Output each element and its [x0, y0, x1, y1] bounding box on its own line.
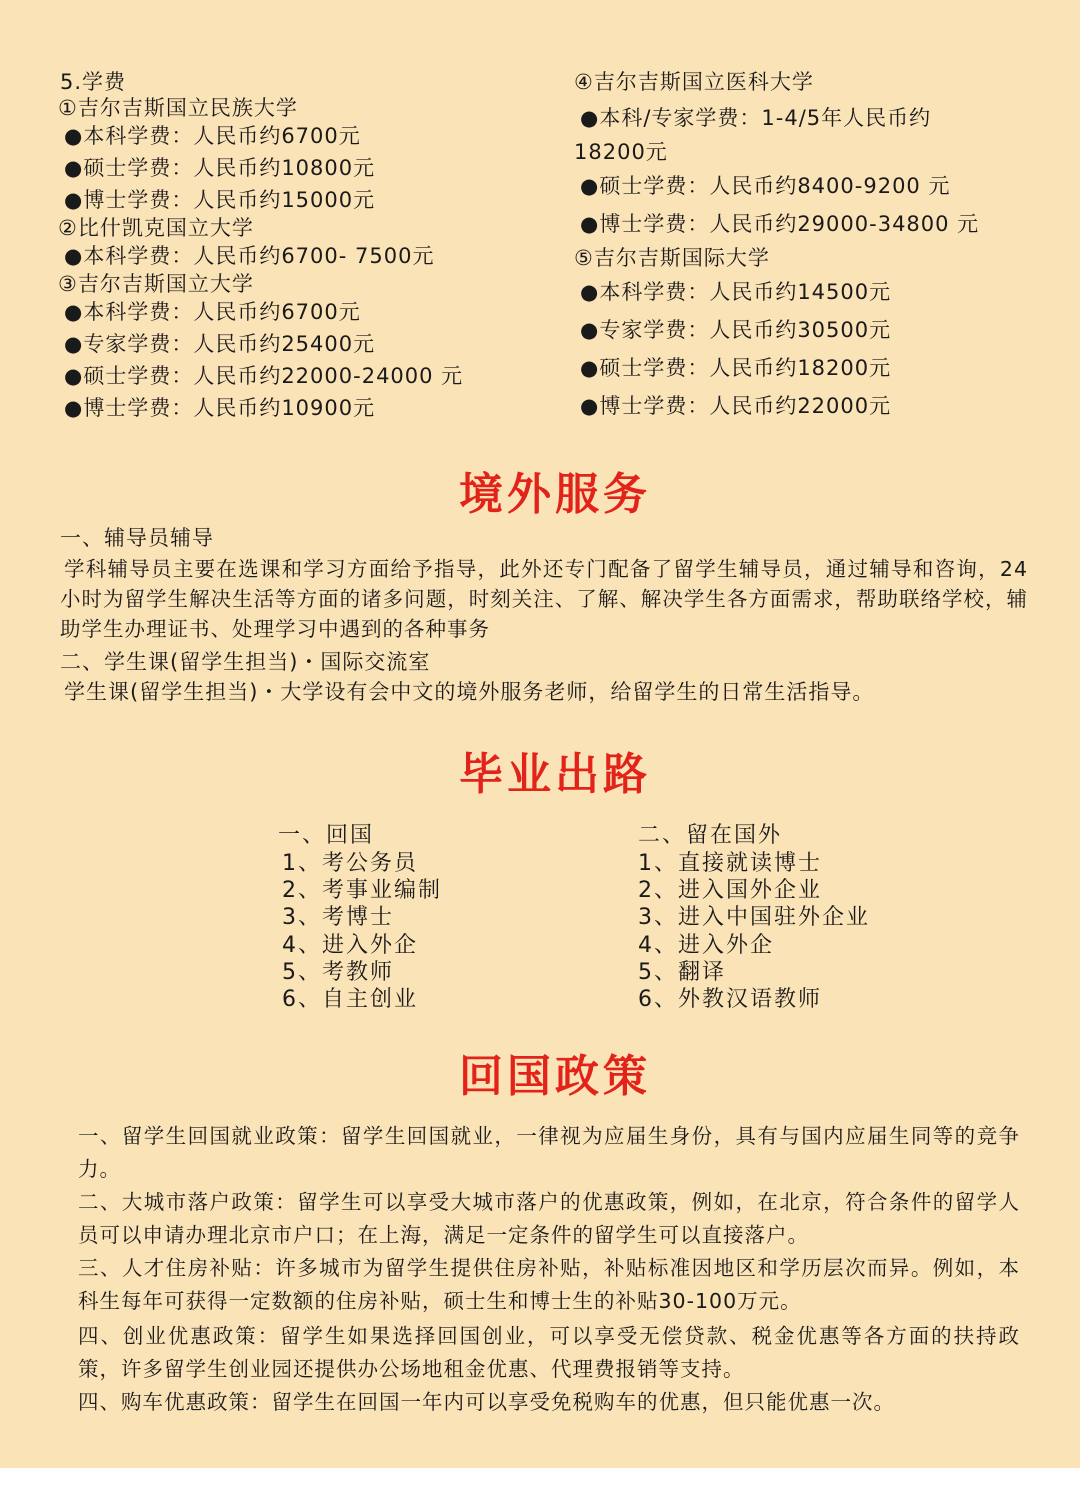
- fee-line: ●硕士学费：人民币约8400-9200 元: [580, 174, 951, 198]
- career-left-item: 2、考事业编制: [282, 878, 442, 903]
- service-subheading: 一、辅导员辅导: [60, 526, 214, 550]
- service-paragraph: 学生课(留学生担当)・大学设有会中文的境外服务老师，给留学生的日常生活指导。: [64, 680, 875, 704]
- career-right-item: 2、进入国外企业: [638, 878, 822, 903]
- policy-heading: 回国政策: [459, 1051, 651, 1102]
- fee-line: ●硕士学费：人民币约18200元: [580, 356, 892, 380]
- fee-line: ①吉尔吉斯国立民族大学: [58, 96, 298, 120]
- career-right-item: 3、进入中国驻外企业: [638, 905, 870, 930]
- policy-item: 三、人才住房补贴：许多城市为留学生提供住房补贴，补贴标准因地区和学历层次而异。例如，本科生每年可获得一定数额的住房补贴，硕士生和博士生的补贴30-100万元。: [78, 1256, 1020, 1314]
- fees-title: 5.学费: [60, 70, 127, 94]
- policy-item: 一、留学生回国就业政策：留学生回国就业，一律视为应届生身份，具有与国内应届生同等的竞争力。: [78, 1124, 1020, 1182]
- fee-line: ③吉尔吉斯国立大学: [58, 272, 254, 296]
- career-right-item: 1、直接就读博士: [638, 851, 822, 876]
- career-left-title: 一、回国: [278, 823, 375, 848]
- career-left-item: 4、进入外企: [282, 933, 418, 958]
- fee-line: ●本科学费：人民币约6700- 7500元: [64, 244, 435, 268]
- fee-line: ●博士学费：人民币约15000元: [64, 188, 376, 212]
- career-heading: 毕业出路: [459, 749, 651, 800]
- fee-line: ②比什凯克国立大学: [58, 216, 254, 240]
- fee-line: ●本科学费：人民币约6700元: [64, 124, 361, 148]
- fee-line: ●博士学费：人民币约29000-34800 元: [580, 212, 980, 236]
- career-right-item: 4、进入外企: [638, 933, 774, 958]
- career-right-title: 二、留在国外: [638, 823, 783, 848]
- policy-item: 四、购车优惠政策：留学生在回国一年内可以享受免税购车的优惠，但只能优惠一次。: [78, 1390, 895, 1414]
- career-left-item: 6、自主创业: [282, 987, 418, 1012]
- fee-line: ●硕士学费：人民币约10800元: [64, 156, 376, 180]
- career-right-item: 5、翻译: [638, 960, 726, 985]
- fee-line: ●博士学费：人民币约10900元: [64, 396, 376, 420]
- fee-line: ●本科学费：人民币约6700元: [64, 300, 361, 324]
- bottom-border: [0, 1468, 1080, 1493]
- service-subheading: 二、学生课(留学生担当)・国际交流室: [60, 650, 431, 674]
- fee-line: ●专家学费：人民币约30500元: [580, 318, 892, 342]
- fee-line: ●本科/专家学费：1-4/5年人民币约: [580, 106, 932, 130]
- fee-line: ④吉尔吉斯国立医科大学: [574, 70, 814, 94]
- fee-line: ⑤吉尔吉斯国际大学: [574, 246, 770, 270]
- fee-line: 18200元: [574, 140, 668, 164]
- career-left-item: 3、考博士: [282, 905, 394, 930]
- service-heading: 境外服务: [459, 469, 651, 520]
- policy-item: 四、创业优惠政策：留学生如果选择回国创业，可以享受无偿贷款、税金优惠等各方面的扶持政策，许多留学生创业园还提供办公场地租金优惠、代理费报销等支持。: [78, 1324, 1020, 1382]
- service-paragraph: 学科辅导员主要在选课和学习方面给予指导，此外还专门配备了留学生辅导员，通过辅导和咨询，24小时为留学生解决生活等方面的诸多问题，时刻关注、了解、解决学生各方面需求，帮助联络学校，辅助学生办理证书、处理学习中遇到的各种事务: [60, 557, 1028, 641]
- career-left-item: 1、考公务员: [282, 851, 418, 876]
- career-left-item: 5、考教师: [282, 960, 394, 985]
- policy-item: 二、大城市落户政策：留学生可以享受大城市落户的优惠政策，例如，在北京，符合条件的留学人员可以申请办理北京市户口；在上海，满足一定条件的留学生可以直接落户。: [78, 1190, 1020, 1248]
- career-right-item: 6、外教汉语教师: [638, 987, 822, 1012]
- fee-line: ●专家学费：人民币约25400元: [64, 332, 376, 356]
- fee-line: ●博士学费：人民币约22000元: [580, 394, 892, 418]
- fee-line: ●本科学费：人民币约14500元: [580, 280, 892, 304]
- fee-line: ●硕士学费：人民币约22000-24000 元: [64, 364, 464, 388]
